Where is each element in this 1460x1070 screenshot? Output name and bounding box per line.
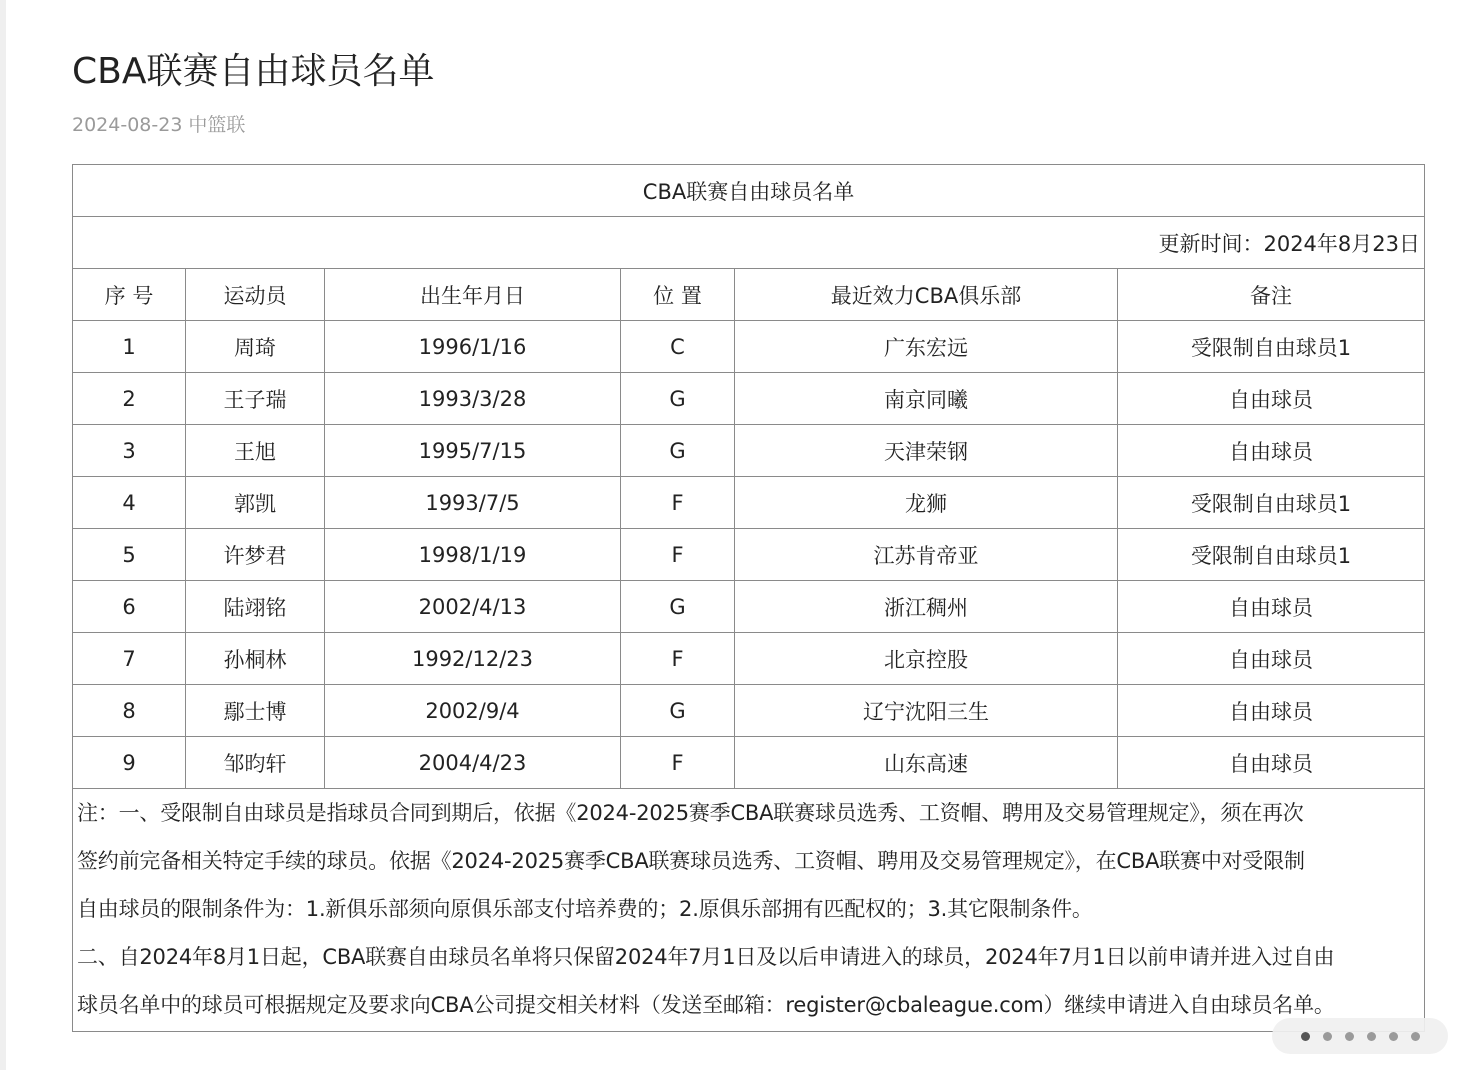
notes-cell bbox=[73, 789, 1425, 1032]
cell-position: G bbox=[621, 373, 735, 425]
cell-index: 3 bbox=[73, 425, 186, 477]
table-row bbox=[73, 633, 1425, 685]
cell-club: 天津荣钢 bbox=[735, 425, 1118, 477]
note-line: 二、自2024年8月1日起，CBA联赛自由球员名单将只保留2024年7月1日及以后申请进入的球员，2024年7月1日以前申请并进入过自由 bbox=[77, 945, 1335, 969]
table-title: CBA联赛自由球员名单 bbox=[73, 165, 1425, 217]
cell-club: 南京同曦 bbox=[735, 373, 1118, 425]
cell-club: 龙狮 bbox=[735, 477, 1118, 529]
note-line: 注：一、受限制自由球员是指球员合同到期后，依据《2024-2025赛季CBA联赛球员选秀、工资帽、聘用及交易管理规定》，须在再次 bbox=[77, 801, 1304, 825]
cell-player: 孙桐林 bbox=[186, 633, 325, 685]
cell-birthdate: 1996/1/16 bbox=[325, 321, 621, 373]
cell-remark: 受限制自由球员1 bbox=[1118, 477, 1425, 529]
cell-position: F bbox=[621, 529, 735, 581]
cell-index: 1 bbox=[73, 321, 186, 373]
cell-club: 山东高速 bbox=[735, 737, 1118, 789]
cell-remark: 自由球员 bbox=[1118, 685, 1425, 737]
cell-birthdate: 1993/7/5 bbox=[325, 477, 621, 529]
cell-club: 北京控股 bbox=[735, 633, 1118, 685]
table-header-row bbox=[73, 269, 1425, 321]
cell-remark: 自由球员 bbox=[1118, 581, 1425, 633]
pager-dot[interactable] bbox=[1389, 1032, 1398, 1041]
cell-index: 9 bbox=[73, 737, 186, 789]
update-time: 更新时间：2024年8月23日 bbox=[73, 217, 1425, 269]
table-row bbox=[73, 581, 1425, 633]
table-row bbox=[73, 685, 1425, 737]
note-line: 自由球员的限制条件为：1.新俱乐部须向原俱乐部支付培养费的；2.原俱乐部拥有匹配权的；3.其它限制条件。 bbox=[77, 897, 1093, 921]
table-row bbox=[73, 425, 1425, 477]
cell-position: G bbox=[621, 425, 735, 477]
cell-player: 邹昀轩 bbox=[186, 737, 325, 789]
cell-remark: 自由球员 bbox=[1118, 633, 1425, 685]
table-title-row bbox=[73, 165, 1425, 217]
note-line: 球员名单中的球员可根据规定及要求向CBA公司提交相关材料（发送至邮箱：register@cbaleague.com）继续申请进入自由球员名单。 bbox=[77, 993, 1335, 1017]
pager-dot[interactable] bbox=[1345, 1032, 1354, 1041]
cell-club: 浙江稠州 bbox=[735, 581, 1118, 633]
header-player: 运动员 bbox=[186, 269, 325, 321]
cell-remark: 受限制自由球员1 bbox=[1118, 321, 1425, 373]
cell-player: 许梦君 bbox=[186, 529, 325, 581]
header-position: 位 置 bbox=[621, 269, 735, 321]
cell-position: G bbox=[621, 685, 735, 737]
table-update-row bbox=[73, 217, 1425, 269]
table-row bbox=[73, 737, 1425, 789]
cell-remark: 受限制自由球员1 bbox=[1118, 529, 1425, 581]
notes-row bbox=[73, 789, 1425, 1032]
cell-position: F bbox=[621, 633, 735, 685]
cell-birthdate: 2002/4/13 bbox=[325, 581, 621, 633]
cell-player: 周琦 bbox=[186, 321, 325, 373]
cell-index: 2 bbox=[73, 373, 186, 425]
page-title: CBA联赛自由球员名单 bbox=[72, 51, 435, 92]
publisher: 中篮联 bbox=[188, 114, 246, 136]
publish-date: 2024-08-23 bbox=[72, 114, 183, 136]
header-club: 最近效力CBA俱乐部 bbox=[735, 269, 1118, 321]
cell-player: 郭凯 bbox=[186, 477, 325, 529]
cell-index: 6 bbox=[73, 581, 186, 633]
left-edge-strip bbox=[0, 0, 6, 1070]
pager-dot[interactable] bbox=[1301, 1032, 1310, 1041]
cell-club: 江苏肯帝亚 bbox=[735, 529, 1118, 581]
cell-birthdate: 1998/1/19 bbox=[325, 529, 621, 581]
free-agent-table bbox=[72, 164, 1425, 1032]
cell-birthdate: 1995/7/15 bbox=[325, 425, 621, 477]
cell-remark: 自由球员 bbox=[1118, 737, 1425, 789]
cell-position: F bbox=[621, 477, 735, 529]
header-birthdate: 出生年月日 bbox=[325, 269, 621, 321]
cell-position: G bbox=[621, 581, 735, 633]
cell-remark: 自由球员 bbox=[1118, 373, 1425, 425]
note-line: 签约前完备相关特定手续的球员。依据《2024-2025赛季CBA联赛球员选秀、工资帽、聘用及交易管理规定》，在CBA联赛中对受限制 bbox=[77, 849, 1305, 873]
pager-dot[interactable] bbox=[1411, 1032, 1420, 1041]
pager-dot[interactable] bbox=[1367, 1032, 1376, 1041]
cell-club: 广东宏远 bbox=[735, 321, 1118, 373]
cell-position: C bbox=[621, 321, 735, 373]
cell-player: 鄢士博 bbox=[186, 685, 325, 737]
cell-birthdate: 1993/3/28 bbox=[325, 373, 621, 425]
cell-index: 7 bbox=[73, 633, 186, 685]
cell-position: F bbox=[621, 737, 735, 789]
cell-index: 5 bbox=[73, 529, 186, 581]
header-index: 序 号 bbox=[73, 269, 186, 321]
cell-remark: 自由球员 bbox=[1118, 425, 1425, 477]
table-row bbox=[73, 477, 1425, 529]
cell-birthdate: 2004/4/23 bbox=[325, 737, 621, 789]
cell-player: 陆翊铭 bbox=[186, 581, 325, 633]
cell-index: 4 bbox=[73, 477, 186, 529]
cell-index: 8 bbox=[73, 685, 186, 737]
cell-birthdate: 1992/12/23 bbox=[325, 633, 621, 685]
cell-birthdate: 2002/9/4 bbox=[325, 685, 621, 737]
pager-dot[interactable] bbox=[1323, 1032, 1332, 1041]
table-row bbox=[73, 373, 1425, 425]
table-row bbox=[73, 321, 1425, 373]
cell-player: 王旭 bbox=[186, 425, 325, 477]
header-remark: 备注 bbox=[1118, 269, 1425, 321]
article-meta bbox=[72, 112, 251, 138]
cell-club: 辽宁沈阳三生 bbox=[735, 685, 1118, 737]
table-row bbox=[73, 529, 1425, 581]
image-pager[interactable] bbox=[1272, 1018, 1448, 1054]
cell-player: 王子瑞 bbox=[186, 373, 325, 425]
